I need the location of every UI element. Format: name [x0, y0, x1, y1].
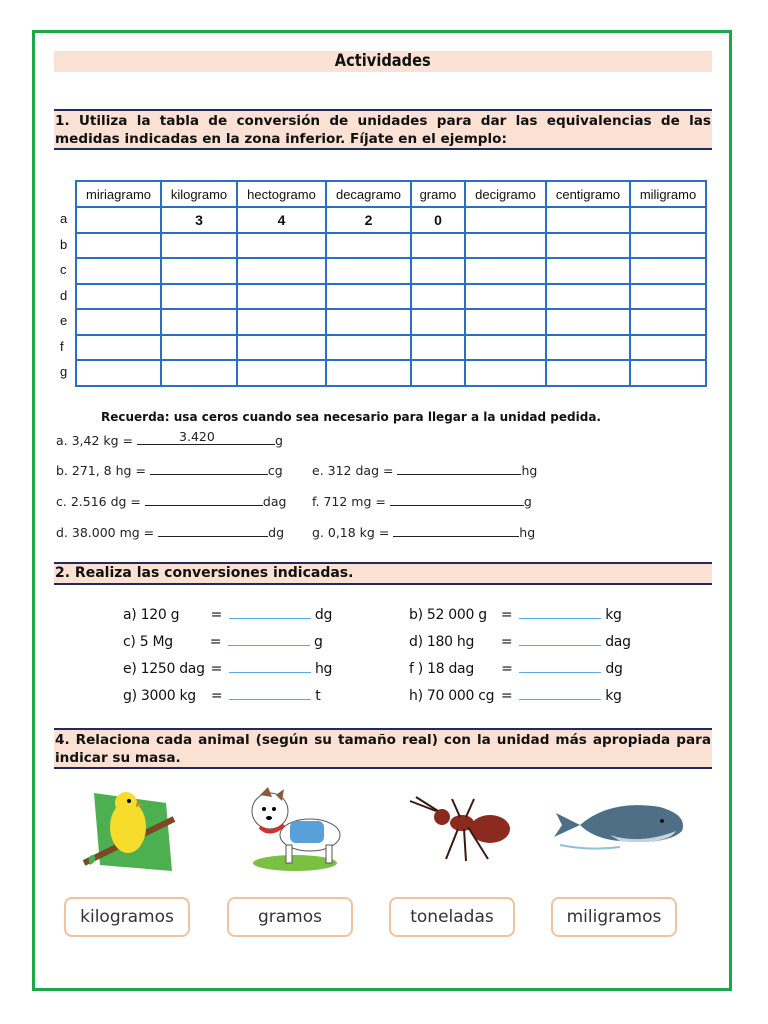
- answer-line[interactable]: [229, 689, 311, 700]
- header-cell: hectogramo: [237, 181, 326, 207]
- table-cell[interactable]: [465, 309, 546, 335]
- conversion-e: e) 1250 dag = hg: [123, 661, 333, 677]
- table-cell[interactable]: [546, 309, 630, 335]
- table-cell[interactable]: [161, 258, 237, 284]
- answer-line[interactable]: [228, 635, 310, 646]
- table-cell[interactable]: [630, 335, 706, 361]
- table-cell[interactable]: [76, 360, 161, 386]
- table-cell[interactable]: [630, 284, 706, 310]
- table-row: [76, 233, 706, 259]
- table-cell[interactable]: 0: [411, 207, 465, 233]
- table-cell[interactable]: [76, 335, 161, 361]
- table-cell[interactable]: [237, 284, 326, 310]
- section-4-heading: 4. Relaciona cada animal (según su tamaño real) con la unidad más apropiada para indicar su masa.: [54, 728, 712, 769]
- table-cell[interactable]: [630, 207, 706, 233]
- table-cell[interactable]: [161, 309, 237, 335]
- header-cell: decigramo: [465, 181, 546, 207]
- table-cell[interactable]: [546, 335, 630, 361]
- table-cell[interactable]: [326, 309, 411, 335]
- table-cell[interactable]: 2: [326, 207, 411, 233]
- table-cell[interactable]: [630, 233, 706, 259]
- answer-line[interactable]: [519, 635, 601, 646]
- answer-blank[interactable]: [158, 524, 268, 537]
- table-cell[interactable]: [237, 233, 326, 259]
- answer-line[interactable]: [519, 662, 601, 673]
- reminder-note: Recuerda: usa ceros cuando sea necesario para llegar a la unidad pedida.: [101, 410, 601, 424]
- conversion-c: c) 5 Mg = g: [123, 634, 323, 650]
- table-cell[interactable]: [237, 335, 326, 361]
- conversion-table: [75, 180, 707, 387]
- header-cell: gramo: [411, 181, 465, 207]
- row-label: e: [60, 313, 68, 328]
- table-cell[interactable]: [237, 309, 326, 335]
- answer-blank[interactable]: [390, 493, 524, 506]
- exercise-a: a. 3,42 kg = 3.420 g: [56, 429, 283, 448]
- table-cell[interactable]: 4: [237, 207, 326, 233]
- table-row: [76, 335, 706, 361]
- table-cell[interactable]: [465, 360, 546, 386]
- table-cell[interactable]: [546, 207, 630, 233]
- row-label: g: [60, 364, 68, 379]
- table-cell[interactable]: [411, 258, 465, 284]
- dog-icon: [240, 785, 350, 875]
- conversion-b: b) 52 000 g = kg: [409, 607, 622, 623]
- table-cell[interactable]: [630, 360, 706, 386]
- row-label: c: [60, 262, 67, 277]
- table-cell[interactable]: [411, 360, 465, 386]
- table-cell[interactable]: [411, 335, 465, 361]
- table-cell[interactable]: [326, 233, 411, 259]
- answer-line[interactable]: [229, 608, 311, 619]
- page-title: Actividades: [54, 51, 712, 72]
- table-row-labels: [60, 206, 67, 385]
- header-cell: miligramo: [630, 181, 706, 207]
- table-cell[interactable]: [161, 335, 237, 361]
- answer-blank[interactable]: [393, 524, 519, 537]
- table-cell[interactable]: [465, 258, 546, 284]
- answer-blank[interactable]: [397, 462, 521, 475]
- table-cell[interactable]: [546, 360, 630, 386]
- exercise-g: g. 0,18 kg = hg: [312, 525, 536, 540]
- conversion-a: a) 120 g = dg: [123, 607, 333, 623]
- table-header-row: [76, 181, 706, 207]
- answer-line[interactable]: [229, 662, 311, 673]
- header-cell: decagramo: [326, 181, 411, 207]
- table-cell[interactable]: [411, 284, 465, 310]
- conversion-h: h) 70 000 cg = kg: [409, 688, 622, 704]
- exercise-b: b. 271, 8 hg = cg: [56, 463, 283, 478]
- table-cell[interactable]: [161, 233, 237, 259]
- exercise-c: c. 2.516 dg = dag: [56, 494, 287, 509]
- table-cell[interactable]: [326, 284, 411, 310]
- answer-blank[interactable]: 3.420: [137, 432, 275, 445]
- table-cell[interactable]: [76, 207, 161, 233]
- table-cell[interactable]: [546, 284, 630, 310]
- table-cell[interactable]: [237, 360, 326, 386]
- table-row: [76, 207, 706, 233]
- table-cell[interactable]: 3: [161, 207, 237, 233]
- row-label: f: [60, 338, 64, 354]
- table-cell[interactable]: [465, 233, 546, 259]
- table-cell[interactable]: [546, 258, 630, 284]
- exercise-f: f. 712 mg = g: [312, 494, 532, 509]
- table-cell[interactable]: [465, 335, 546, 361]
- unit-option-miligramos[interactable]: miligramos: [551, 897, 677, 937]
- table-row: [76, 258, 706, 284]
- header-cell: centigramo: [546, 181, 630, 207]
- row-label: a: [60, 211, 68, 226]
- table-cell[interactable]: [161, 360, 237, 386]
- table-cell[interactable]: [76, 233, 161, 259]
- header-cell: kilogramo: [161, 181, 237, 207]
- table-row: [76, 309, 706, 335]
- unit-option-gramos[interactable]: gramos: [227, 897, 353, 937]
- table-cell[interactable]: [411, 233, 465, 259]
- whale-icon: [550, 795, 690, 855]
- conversion-d: d) 180 hg = dag: [409, 634, 631, 650]
- table-cell[interactable]: [326, 335, 411, 361]
- exercise-e: e. 312 dag = hg: [312, 463, 538, 478]
- table-cell[interactable]: [237, 258, 326, 284]
- table-cell[interactable]: [326, 258, 411, 284]
- table-cell[interactable]: [465, 207, 546, 233]
- table-cell[interactable]: [326, 360, 411, 386]
- table-cell[interactable]: [546, 233, 630, 259]
- row-label: d: [60, 287, 68, 303]
- table-cell[interactable]: [630, 309, 706, 335]
- table-cell[interactable]: [76, 309, 161, 335]
- table-cell[interactable]: [411, 309, 465, 335]
- table-row: [76, 284, 706, 310]
- table-cell[interactable]: [630, 258, 706, 284]
- section-1-heading: 1. Utiliza la tabla de conversión de unidades para dar las equivalencias de las medidas indicadas en la zona inferior. Fíjate en el ejemplo:: [54, 109, 712, 150]
- bird-icon: [80, 785, 176, 877]
- unit-option-kilogramos[interactable]: kilogramos: [64, 897, 190, 937]
- header-cell: miriagramo: [76, 181, 161, 207]
- section-2-heading: 2. Realiza las conversiones indicadas.: [54, 562, 712, 585]
- unit-option-toneladas[interactable]: toneladas: [389, 897, 515, 937]
- table-row: [76, 360, 706, 386]
- exercise-d: d. 38.000 mg = dg: [56, 525, 285, 540]
- answer-blank[interactable]: [150, 462, 268, 475]
- table-cell[interactable]: [465, 284, 546, 310]
- conversion-f: f ) 18 dag = dg: [409, 661, 623, 677]
- answer-line[interactable]: [519, 689, 601, 700]
- table-cell[interactable]: [76, 258, 161, 284]
- answer-blank[interactable]: [145, 493, 263, 506]
- ant-icon: [404, 795, 514, 865]
- row-label: b: [60, 236, 68, 252]
- table-cell[interactable]: [161, 284, 237, 310]
- conversion-g: g) 3000 kg = t: [123, 688, 321, 704]
- answer-line[interactable]: [519, 608, 601, 619]
- table-cell[interactable]: [76, 284, 161, 310]
